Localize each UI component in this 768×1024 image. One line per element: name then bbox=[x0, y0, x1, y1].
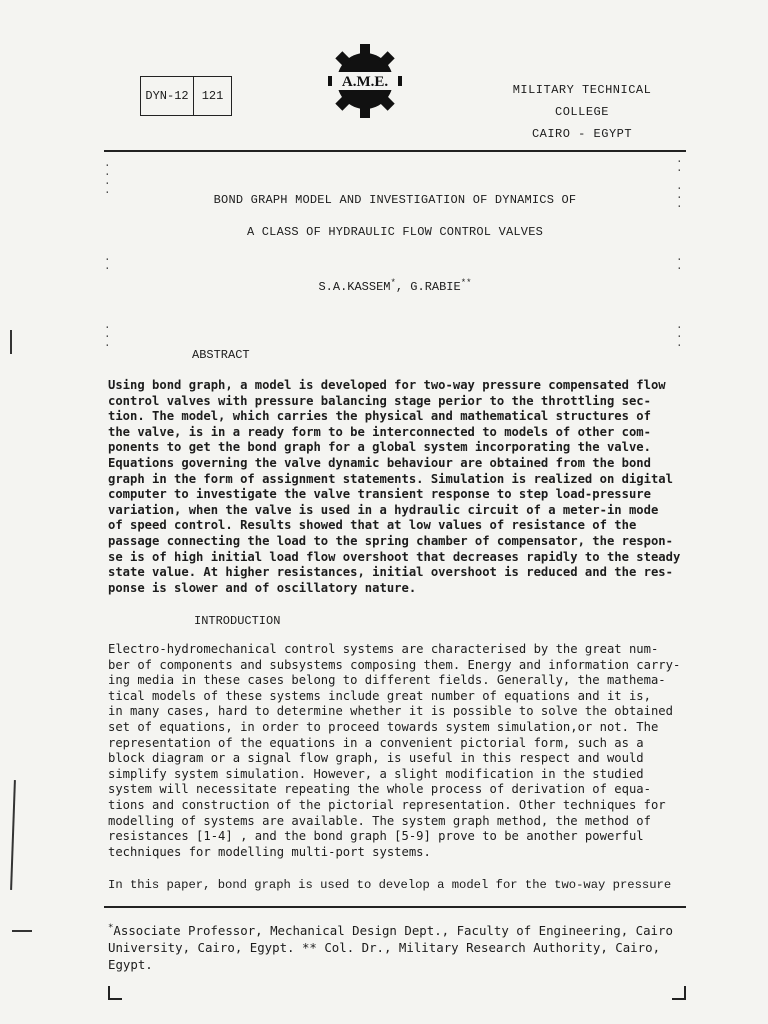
footnote-line: Egypt. bbox=[108, 957, 153, 973]
abstract-line: variation, when the valve is used in a hydraulic circuit of a meter-in mode bbox=[108, 502, 659, 517]
introduction-continuation: In this paper, bond graph is used to develop a model for the two-way pressure bbox=[108, 878, 672, 892]
margin-dots: . . bbox=[676, 252, 683, 273]
author-separator: , bbox=[395, 280, 411, 294]
footnote-line: University, Cairo, Egypt. ** Col. Dr., Military Research Authority, Cairo, bbox=[108, 940, 661, 956]
abstract-heading: ABSTRACT bbox=[192, 348, 250, 362]
scan-edge-mark bbox=[10, 330, 12, 354]
author-2: G.RABIE bbox=[410, 280, 461, 294]
abstract-line: control valves with pressure balancing stage perior to the throttling sec- bbox=[108, 393, 651, 408]
introduction-body bbox=[108, 642, 690, 860]
intro-line: set of equations, in order to proceed towards system simulation,or not. The bbox=[108, 719, 659, 734]
intro-line: system will necessitate repeating the whole process of derivation of equa- bbox=[108, 782, 651, 797]
intro-line: representation of the equations in a convenient pictorial form, such as a bbox=[108, 735, 644, 750]
abstract-line: Using bond graph, a model is developed for two-way pressure compensated flow bbox=[108, 378, 666, 392]
abstract-line: graph in the form of assignment statements. Simulation is realized on digital bbox=[108, 471, 673, 486]
footnote-mark: * bbox=[108, 923, 114, 933]
abstract-line: se is of high initial load flow overshoot that decreases rapidly to the steady bbox=[108, 549, 681, 564]
abstract-line: state value. At higher resistances, initial overshoot is reduced and the res- bbox=[108, 565, 673, 580]
logo-text: A.M.E. bbox=[341, 74, 389, 90]
intro-line: ing media in these cases belong to different fields. Generally, the mathema- bbox=[108, 673, 666, 688]
paper-title-line-2: A CLASS OF HYDRAULIC FLOW CONTROL VALVES bbox=[246, 225, 544, 239]
scan-edge-mark bbox=[12, 930, 32, 932]
intro-line: resistances [1-4] , and the bond graph [5-9] prove to be another powerful bbox=[108, 829, 644, 844]
abstract-line: passage connecting the load to the spring chamber of compensator, the respon- bbox=[108, 533, 673, 548]
paper-title-line-1: BOND GRAPH MODEL AND INVESTIGATION OF DYNAMICS OF bbox=[213, 193, 577, 207]
abstract-line: tion. The model, which carries the physical and mathematical structures of bbox=[108, 409, 651, 424]
intro-line: ber of components and subsystems composing them. Energy and information carry- bbox=[108, 657, 681, 672]
intro-line: simplify system simulation. However, a slight modification in the studied bbox=[108, 766, 644, 781]
margin-dots: . . . bbox=[104, 320, 111, 350]
top-rule bbox=[104, 150, 686, 152]
abstract-line: ponents to get the bond graph for a global system incorporating the valve. bbox=[108, 440, 651, 455]
college-line-1: MILITARY TECHNICAL COLLEGE bbox=[512, 83, 652, 119]
footnote-line: Associate Professor, Mechanical Design Dept., Faculty of Engineering, Cairo bbox=[113, 923, 673, 939]
margin-dots: . . . bbox=[676, 320, 683, 350]
margin-dots: . . . . . bbox=[676, 154, 683, 211]
intro-line: tions and construction of the pictorial representation. Other techniques for bbox=[108, 797, 666, 812]
intro-line: block diagram or a signal flow graph, is useful in this respect and would bbox=[108, 751, 644, 766]
intro-line: modelling of systems are available. The system graph method, the method of bbox=[108, 813, 651, 828]
abstract-body bbox=[108, 378, 690, 596]
abstract-line: Equations governing the valve dynamic behaviour are obtained from the bond bbox=[108, 455, 651, 470]
footnote bbox=[108, 920, 698, 973]
author-1: S.A.KASSEM bbox=[318, 280, 391, 294]
abstract-line: ponse is slower and of oscillatory nature. bbox=[108, 580, 417, 595]
authors bbox=[104, 278, 686, 294]
corner-mark-bottom-right bbox=[672, 986, 686, 1000]
college-line-2: CAIRO - EGYPT bbox=[531, 127, 633, 141]
ame-gear-logo bbox=[326, 42, 404, 120]
margin-dots: . . bbox=[104, 252, 111, 273]
intro-line: Electro-hydromechanical control systems are characterised by the great num- bbox=[108, 642, 659, 656]
author-2-mark: ** bbox=[460, 278, 472, 288]
corner-mark-bottom-left bbox=[108, 986, 122, 1000]
document-code-right: 121 bbox=[201, 89, 224, 103]
footnote-rule bbox=[104, 906, 686, 908]
document-code-left: DYN-12 bbox=[141, 77, 194, 115]
introduction-heading: INTRODUCTION bbox=[194, 614, 281, 628]
abstract-line: the valve, is in a ready form to be interconnected to models of other com- bbox=[108, 424, 651, 439]
author-1-mark: * bbox=[390, 278, 396, 288]
scan-edge-mark bbox=[10, 780, 16, 890]
abstract-line: of speed control. Results showed that at low values of resistance of the bbox=[108, 518, 637, 533]
abstract-line: computer to investigate the valve transient response to step load-pressure bbox=[108, 487, 651, 502]
margin-dots: . . . . bbox=[104, 158, 111, 197]
college-name bbox=[482, 79, 682, 145]
intro-line: techniques for modelling multi-port systems. bbox=[108, 844, 431, 859]
document-code-box bbox=[140, 76, 232, 116]
intro-line: in many cases, hard to determine whether it is possible to solve the obtained bbox=[108, 704, 673, 719]
intro-line: tical models of these systems include great number of equations and it is, bbox=[108, 688, 651, 703]
